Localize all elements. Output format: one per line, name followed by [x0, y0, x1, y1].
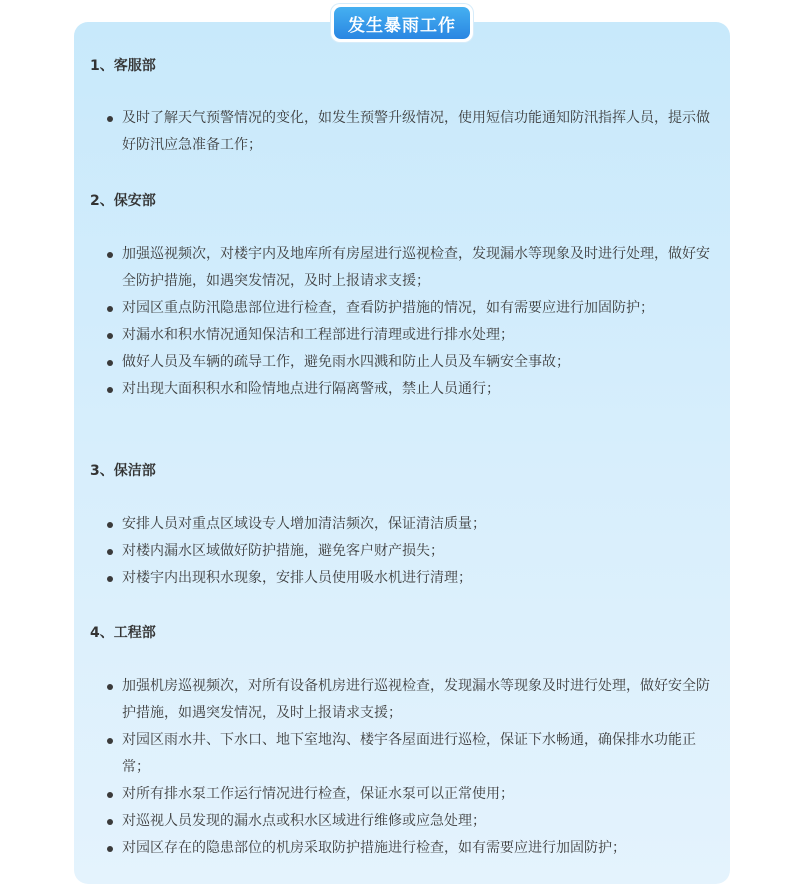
list-item: 对园区重点防汛隐患部位进行检查，查看防护措施的情况，如有需要应进行加固防护；	[90, 295, 720, 322]
list-item: 对漏水和积水情况通知保洁和工程部进行清理或进行排水处理；	[90, 322, 720, 349]
list-item: 安排人员对重点区域设专人增加清洁频次，保证清洁质量；	[90, 511, 720, 538]
bullet-icon	[107, 792, 113, 798]
list-item: 对楼宇内出现积水现象，安排人员使用吸水机进行清理；	[90, 565, 720, 592]
bullet-icon	[107, 549, 113, 555]
bullet-icon	[107, 576, 113, 582]
page-title: 发生暴雨工作	[334, 7, 470, 39]
list-item: 及时了解天气预警情况的变化，如发生预警升级情况，使用短信功能通知防汛指挥人员，提示做好防汛应急准备工作；	[90, 105, 720, 159]
list-item: 对巡视人员发现的漏水点或积水区域进行维修或应急处理；	[90, 808, 720, 835]
section-heading-engineering: 4、工程部	[90, 625, 156, 641]
bullet-icon	[107, 387, 113, 393]
bullet-icon	[107, 360, 113, 366]
section-heading-cleaning: 3、保洁部	[90, 463, 156, 479]
bullet-icon	[107, 819, 113, 825]
list-item: 对园区存在的隐患部位的机房采取防护措施进行检查，如有需要应进行加固防护；	[90, 835, 720, 862]
section-list-cleaning	[90, 511, 720, 592]
section-heading-security: 2、保安部	[90, 193, 156, 209]
list-item: 对楼内漏水区域做好防护措施，避免客户财产损失；	[90, 538, 720, 565]
bullet-icon	[107, 252, 113, 258]
list-item: 对园区雨水井、下水口、地下室地沟、楼宇各屋面进行巡检，保证下水畅通，确保排水功能正常；	[90, 727, 720, 781]
title-badge	[331, 4, 473, 42]
bullet-icon	[107, 333, 113, 339]
section-heading-customer-service: 1、客服部	[90, 58, 156, 74]
section-list-security	[90, 241, 720, 403]
list-item: 加强巡视频次，对楼宇内及地库所有房屋进行巡视检查，发现漏水等现象及时进行处理，做好安全防护措施，如遇突发情况，及时上报请求支援；	[90, 241, 720, 295]
bullet-icon	[107, 738, 113, 744]
section-list-customer-service	[90, 105, 720, 159]
bullet-icon	[107, 306, 113, 312]
section-list-engineering	[90, 673, 720, 862]
list-item: 加强机房巡视频次，对所有设备机房进行巡视检查，发现漏水等现象及时进行处理，做好安全防护措施，如遇突发情况，及时上报请求支援；	[90, 673, 720, 727]
bullet-icon	[107, 116, 113, 122]
bullet-icon	[107, 522, 113, 528]
bullet-icon	[107, 846, 113, 852]
bullet-icon	[107, 684, 113, 690]
list-item: 对所有排水泵工作运行情况进行检查，保证水泵可以正常使用；	[90, 781, 720, 808]
list-item: 做好人员及车辆的疏导工作，避免雨水四溅和防止人员及车辆安全事故；	[90, 349, 720, 376]
list-item: 对出现大面积积水和险情地点进行隔离警戒，禁止人员通行；	[90, 376, 720, 403]
